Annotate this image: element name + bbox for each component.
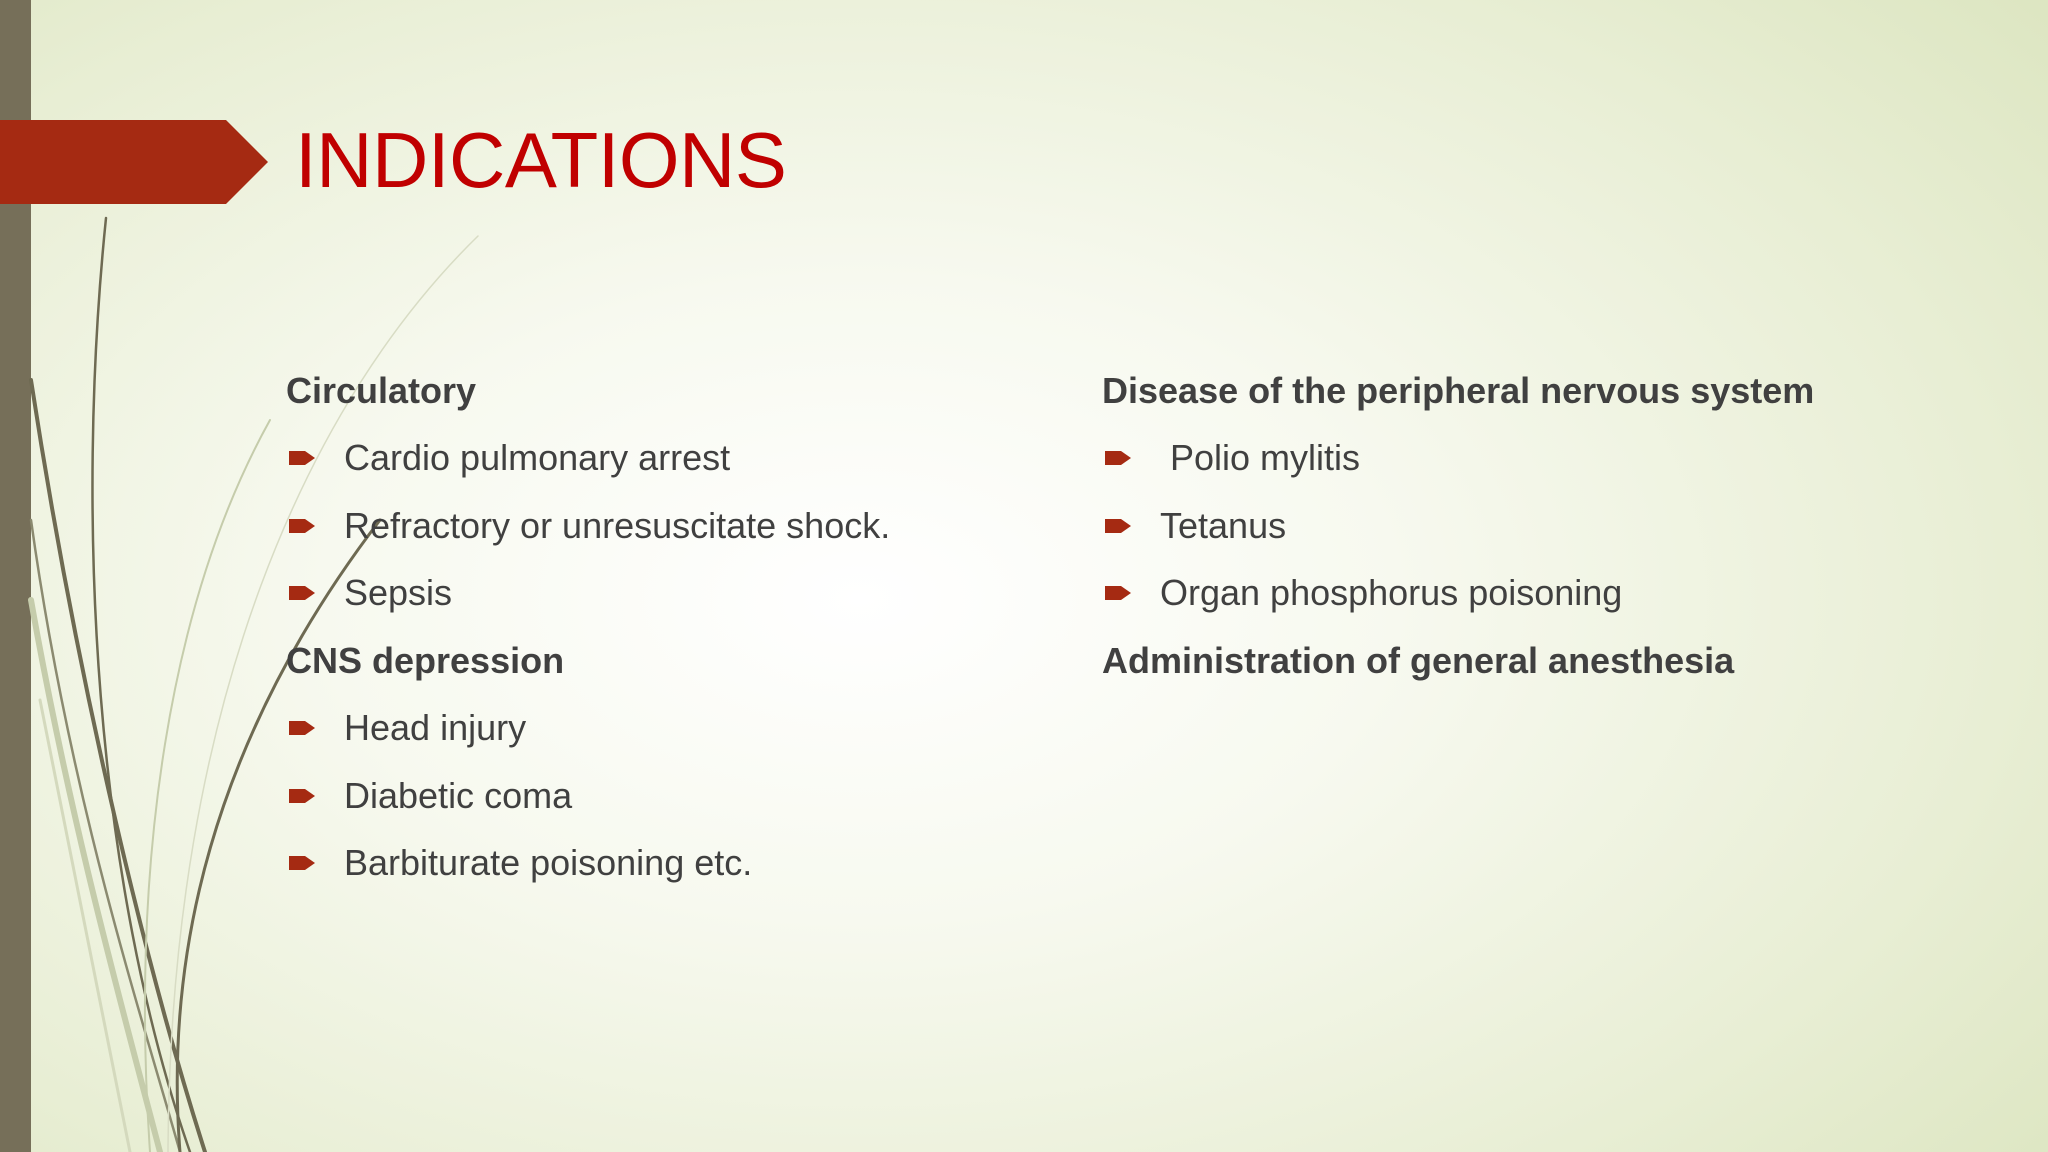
arrow-bullet-icon — [286, 786, 344, 806]
list-item: Refractory or unresuscitate shock. — [286, 492, 1046, 560]
arrow-bullet-icon — [286, 853, 344, 873]
right-column — [1102, 357, 2002, 695]
arrow-bullet-icon — [1102, 448, 1160, 468]
section-heading-circulatory: Circulatory — [286, 369, 477, 411]
list-item: Polio mylitis — [1102, 425, 2002, 493]
list-item: Organ phosphorus poisoning — [1102, 560, 2002, 628]
section-heading-cns-depression: CNS depression — [286, 639, 565, 681]
list-item: Head injury — [286, 695, 1046, 763]
title-arrow-banner — [0, 120, 268, 204]
list-item: Tetanus — [1102, 492, 2002, 560]
arrow-bullet-icon — [1102, 516, 1160, 536]
arrow-bullet-icon — [286, 583, 344, 603]
list-item: Sepsis — [286, 560, 1046, 628]
section-heading-general-anesthesia: Administration of general anesthesia — [1102, 639, 1735, 681]
list-item: Cardio pulmonary arrest — [286, 425, 1046, 493]
arrow-bullet-icon — [1102, 583, 1160, 603]
arrow-bullet-icon — [286, 516, 344, 536]
left-column — [286, 357, 1046, 897]
section-heading-peripheral-nervous-system: Disease of the peripheral nervous system — [1102, 369, 1815, 411]
slide-title: INDICATIONS — [295, 116, 787, 204]
arrow-bullet-icon — [286, 448, 344, 468]
list-item: Barbiturate poisoning etc. — [286, 830, 1046, 898]
list-item: Diabetic coma — [286, 762, 1046, 830]
arrow-bullet-icon — [286, 718, 344, 738]
